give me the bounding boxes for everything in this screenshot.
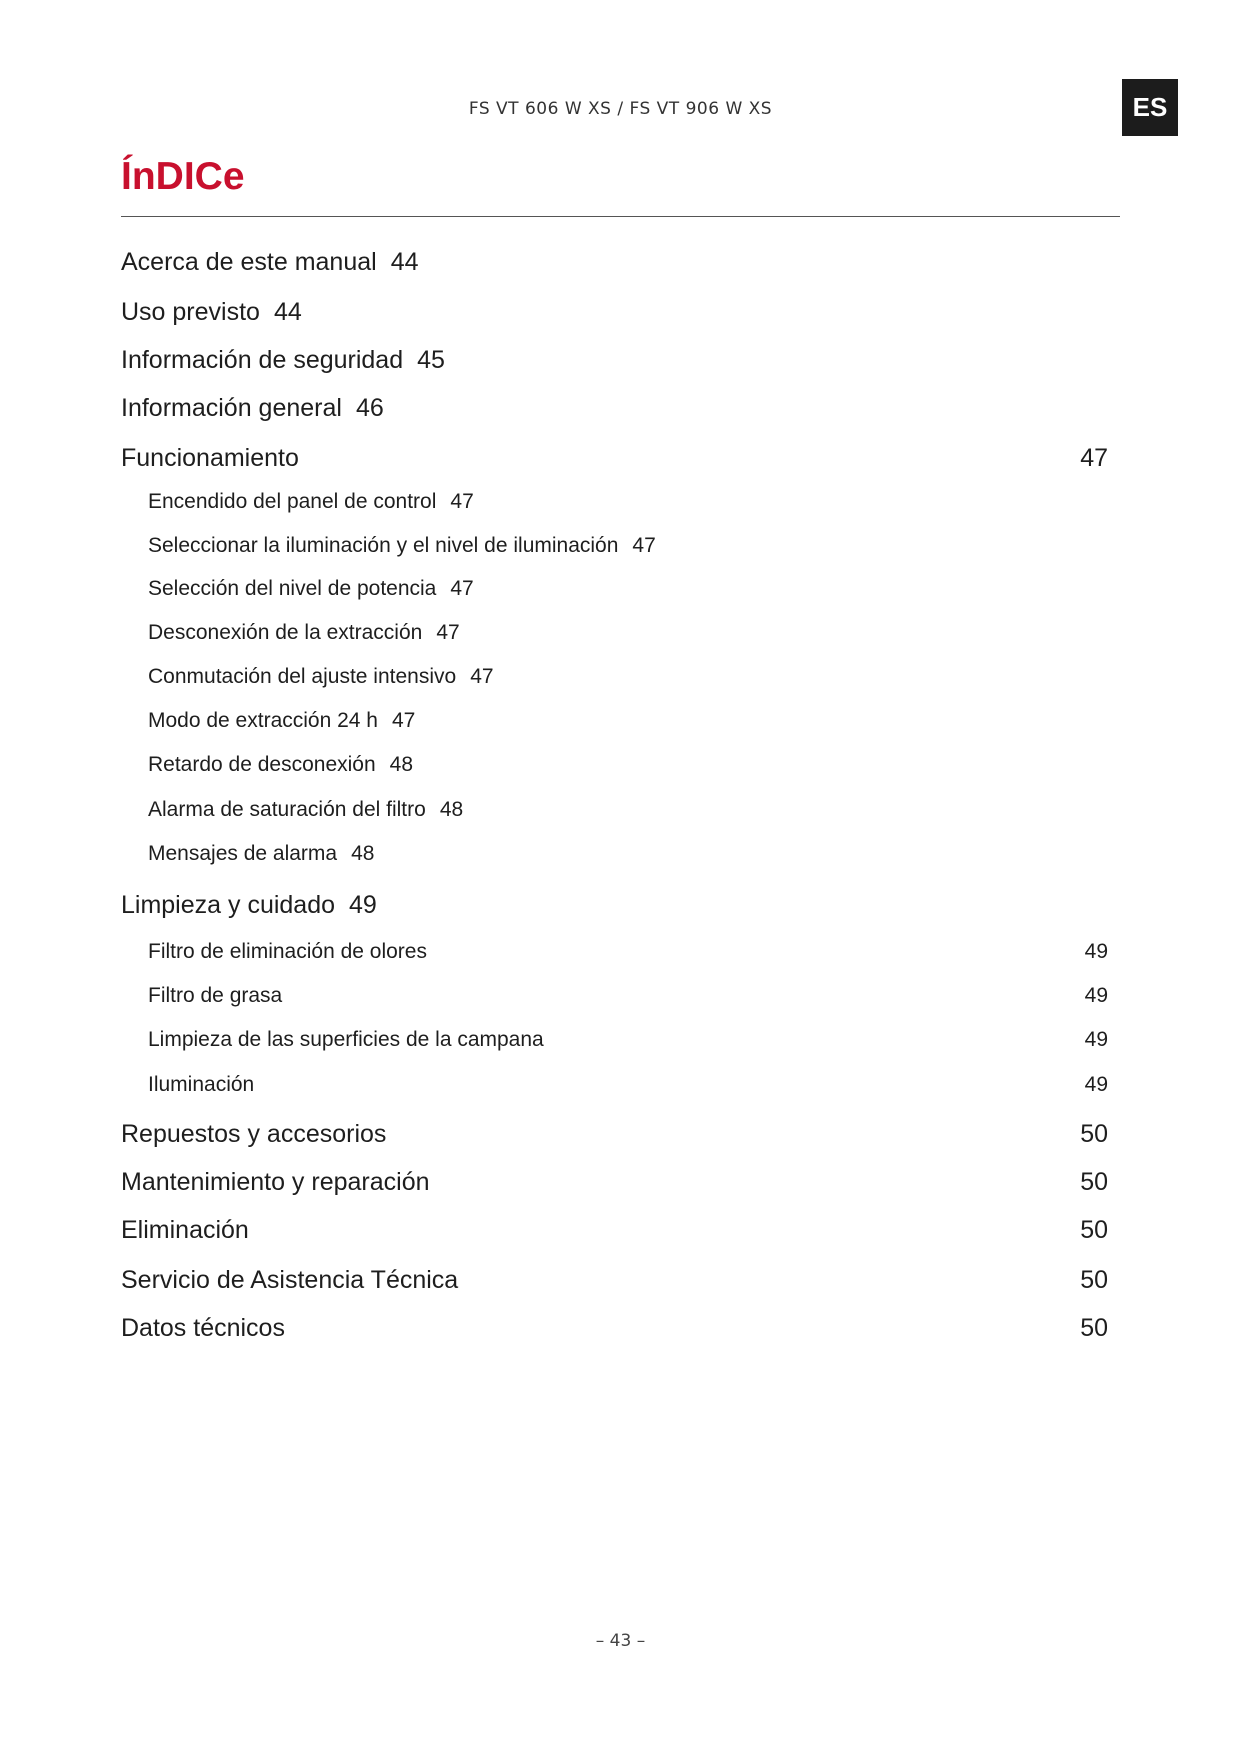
toc-entry-label: Información general 46 [121,394,384,422]
toc-entry[interactable] [0,1216,1241,1256]
toc-entry-label: Iluminación [148,1073,255,1096]
toc-entry[interactable] [0,577,1241,617]
toc-entry[interactable] [0,346,1241,386]
toc-entry-page: 45 [417,346,445,374]
toc-entry[interactable] [0,298,1241,338]
toc-entry-label: Limpieza de las superficies de la campana [148,1028,544,1051]
toc-entry[interactable] [0,1120,1241,1160]
toc-entry[interactable] [0,940,1241,980]
toc-entry-page: 48 [439,798,464,821]
toc-entry-page: 47 [391,709,416,732]
toc-entry[interactable] [0,1168,1241,1208]
toc-entry[interactable] [0,984,1241,1024]
toc-entry[interactable] [0,891,1241,931]
toc-entry-page: 47 [1080,444,1108,472]
toc-entry-page: 47 [632,534,656,557]
document-model-header: FS VT 606 W XS / FS VT 906 W XS [468,99,773,119]
toc-entry[interactable] [0,394,1241,434]
toc-entry-page: 49 [1084,1028,1108,1051]
toc-entry-label: Acerca de este manual 44 [121,248,419,276]
page-title: ÍnDICe [121,155,245,198]
language-badge: ES [1122,79,1178,136]
toc-entry-label: Desconexión de la extracción 47 [148,621,460,644]
toc-entry-label: Conmutación del ajuste intensivo 47 [148,665,494,688]
toc-entry-page: 46 [355,394,384,422]
toc-entry-page: 49 [349,891,377,919]
toc-entry[interactable] [0,842,1241,882]
toc-entry-page: 50 [1080,1168,1108,1196]
toc-entry-page: 47 [450,490,474,513]
toc-entry-label: Mensajes de alarma 48 [148,842,375,865]
toc-entry-page: 50 [1080,1216,1108,1244]
toc-entry-label: Uso previsto 44 [121,298,302,326]
toc-entry-page: 48 [351,842,375,865]
toc-entry-label: Servicio de Asistencia Técnica [121,1266,459,1294]
toc-entry-page: 49 [1084,1073,1108,1096]
toc-entry-label: Datos técnicos [121,1314,285,1342]
toc-entry-page: 48 [389,753,414,776]
toc-entry[interactable] [0,248,1241,288]
toc-entry-page: 44 [273,298,302,326]
toc-entry[interactable] [0,1266,1241,1306]
toc-entry-label: Seleccionar la iluminación y el nivel de iluminación 47 [148,534,656,557]
toc-entry-page: 50 [1080,1266,1108,1294]
toc-entry-page: 44 [390,248,419,276]
toc-entry[interactable] [0,1314,1241,1354]
toc-entry[interactable] [0,753,1241,793]
toc-entry[interactable] [0,1028,1241,1068]
toc-entry-page: 50 [1080,1120,1108,1148]
toc-entry-label: Retardo de desconexión 48 [148,753,414,776]
toc-entry-label: Modo de extracción 24 h 47 [148,709,416,732]
page-number: – 43 – [595,1631,646,1651]
toc-entry-label: Repuestos y accesorios [121,1120,387,1148]
toc-entry-page: 50 [1080,1314,1108,1342]
toc-entry-label: Limpieza y cuidado 49 [121,891,377,919]
toc-entry-label: Alarma de saturación del filtro 48 [148,798,464,821]
toc-entry[interactable] [0,709,1241,749]
toc-entry[interactable] [0,621,1241,661]
toc-entry-page: 47 [450,577,474,600]
toc-entry[interactable] [0,534,1241,574]
toc-entry[interactable] [0,490,1241,530]
toc-entry-page: 49 [1084,984,1108,1007]
toc-entry-label: Selección del nivel de potencia 47 [148,577,474,600]
toc-entry-label: Filtro de grasa [148,984,283,1007]
toc-entry-label: Información de seguridad 45 [121,346,445,374]
toc-entry[interactable] [0,665,1241,705]
toc-entry-label: Filtro de eliminación de olores [148,940,427,963]
toc-entry-label: Mantenimiento y reparación [121,1168,430,1196]
toc-entry-page: 47 [470,665,494,688]
toc-entry[interactable] [0,798,1241,838]
toc-entry-label: Funcionamiento [121,444,299,472]
toc-entry-label: Eliminación [121,1216,249,1244]
toc-entry-page: 49 [1084,940,1108,963]
toc-entry[interactable] [0,444,1241,484]
toc-entry[interactable] [0,1073,1241,1113]
toc-entry-page: 47 [436,621,460,644]
toc-entry-label: Encendido del panel de control 47 [148,490,474,513]
